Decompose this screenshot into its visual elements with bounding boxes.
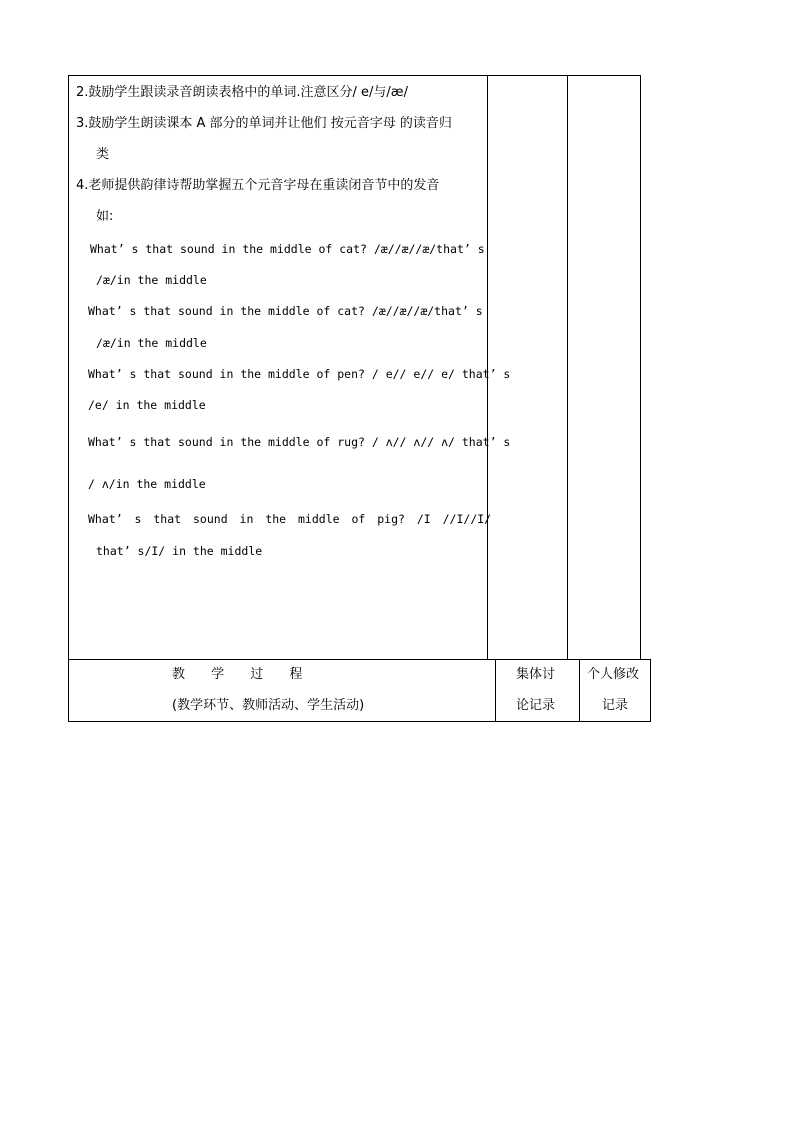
upper-table-left-border <box>68 75 69 660</box>
teaching-process-subtitle: (教学环节、教师活动、学生活动) <box>172 698 365 713</box>
rhyme-pig: What’ s that sound in the middle of pig? /I //I//I/ <box>88 512 492 526</box>
rhyme-pen-cont: /e/ in the middle <box>88 398 206 412</box>
rhyme-pig-cont: that’ s/I/ in the middle <box>96 544 263 558</box>
group-discussion-label-2: 论记录 <box>516 698 556 713</box>
lower-table-left-border <box>68 659 69 722</box>
content-line-2: 2.鼓励学生跟读录音朗读表格中的单词.注意区分/ e/与/æ/ <box>76 85 408 100</box>
rhyme-cat-1-cont: /æ/in the middle <box>96 273 207 287</box>
upper-table-top-border <box>68 75 641 76</box>
upper-table-divider-2 <box>567 75 568 660</box>
lower-table-divider-2 <box>579 659 580 722</box>
upper-table-right-border <box>640 75 641 660</box>
lower-table-divider-1 <box>495 659 496 722</box>
personal-revision-label-2: 记录 <box>602 698 629 713</box>
rhyme-rug: What’ s that sound in the middle of rug? / ʌ// ʌ// ʌ/ that’ s <box>88 435 511 449</box>
rhyme-cat-2-cont: /æ/in the middle <box>96 336 207 350</box>
content-line-4-cont: 如: <box>96 209 114 224</box>
rhyme-pen: What’ s that sound in the middle of pen? / e// e// e/ that’ s <box>88 367 511 381</box>
rhyme-rug-cont: / ʌ/in the middle <box>88 477 206 491</box>
content-line-3: 3.鼓励学生朗读课本 A 部分的单词并让他们 按元音字母 的读音归 <box>76 116 452 131</box>
personal-revision-label-1: 个人修改 <box>587 667 640 682</box>
group-discussion-label-1: 集体讨 <box>516 667 556 682</box>
teaching-process-title: 教 学 过 程 <box>172 667 303 682</box>
lower-table-top-border <box>68 659 651 660</box>
content-line-3-cont: 类 <box>96 147 110 162</box>
content-line-4: 4.老师提供韵律诗帮助掌握五个元音字母在重读闭音节中的发音 <box>76 178 440 193</box>
lower-table-right-border <box>650 659 651 722</box>
rhyme-cat-1: What’ s that sound in the middle of cat? /æ//æ//æ/that’ s <box>90 242 485 256</box>
lower-table-bottom-border <box>68 721 651 722</box>
rhyme-cat-2: What’ s that sound in the middle of cat? /æ//æ//æ/that’ s <box>88 304 483 318</box>
